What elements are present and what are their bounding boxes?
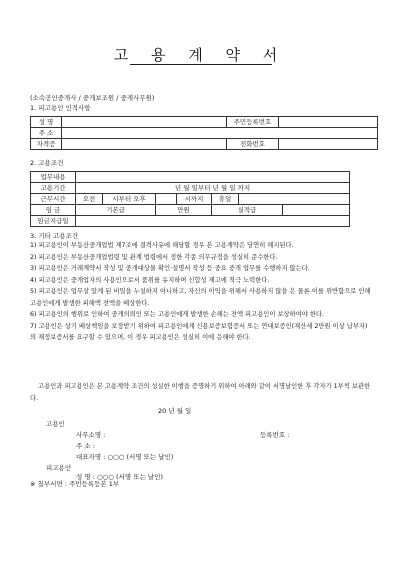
payday-label: 임금지급일 <box>31 216 76 227</box>
wage-actual-value[interactable] <box>283 205 350 216</box>
rrn-value[interactable] <box>279 117 378 128</box>
hours-to: 시까지 <box>177 194 212 205</box>
wage-label: 임 금 <box>31 205 76 216</box>
employment-terms-table <box>30 171 350 227</box>
employer-heading: 고용인 <box>46 420 65 428</box>
clause-item: 3) 피고용인은 거래계약서 작성 및 중개대상물 확인·설명서 작성 등 중요 중개 업무를 수행하지 않는다. <box>30 265 310 272</box>
office-name-field[interactable]: 사무소명 : <box>76 431 106 439</box>
title-underline <box>130 64 272 65</box>
section2-heading: 2. 고용조건 <box>30 159 64 167</box>
period-value[interactable]: 년 월 일부터 년 월 일 까지 <box>76 183 350 194</box>
holiday-value[interactable] <box>239 194 350 205</box>
hours-from: 시부터 오후 <box>103 194 156 205</box>
employer-address-field[interactable]: 주 소 : <box>76 442 95 450</box>
address-value[interactable] <box>62 128 378 139</box>
clause-item: 5) 피고용인은 업무상 알게 된 비밀을 누설하지 아니하고, 자신의 이익을 위해서 사용하지 않을 은 물론 이를 위반함으로 인해 고용인에게 발생한 피해액 전액을 배상한다. <box>30 288 371 307</box>
phone-label: 전화번호 <box>227 139 279 150</box>
hours-am: 오전 <box>76 194 103 205</box>
duty-value[interactable] <box>76 172 350 183</box>
representative-signature[interactable]: 대표자명 : ○○○ (서명 또는 날인) <box>76 453 174 461</box>
rrn-label: 주민등록번호 <box>227 117 279 128</box>
wage-won-label: 만원 <box>156 205 212 216</box>
hours-label: 근무시간 <box>31 194 76 205</box>
phone-value[interactable] <box>279 139 378 150</box>
document-subtitle: (소속공인중개사 / 중개보조원 / 중개사무원) <box>30 94 155 102</box>
document-title: 고 용 계 약 서 <box>113 46 287 64</box>
employee-heading: 피고용인 <box>46 464 72 472</box>
clause-item: 7) 고용인은 상기 배상책임을 보장받기 위하여 피고용인에게 신용보증보험증서 또는 연대보증인(재산세 2만원 이상 납부자) 의 재정보증서를 요구할 수 있으며, 이 경우 피고용인은 성실히 이에 응해야 한다. <box>30 322 368 341</box>
name-value[interactable] <box>62 117 227 128</box>
clause-list <box>30 240 375 344</box>
hours-pm-value[interactable] <box>156 194 177 205</box>
section1-heading: 1. 피고용인 인적사항 <box>30 104 91 112</box>
holiday-label: 휴일 <box>212 194 239 205</box>
wage-base-label: 기본급 <box>76 205 156 216</box>
duty-label: 업무내용 <box>31 172 76 183</box>
employee-signature[interactable]: 성 명 : ○○○ (서명 또는 날인) <box>76 473 163 481</box>
license-value[interactable] <box>62 139 227 150</box>
clause-item: 4) 피고용인은 중개업자의 사용인으로서 품위를 유지하며 신합성 제고에 적극 노력한다. <box>30 276 270 284</box>
clause-item: 2) 피고용인은 부동산중개업법령 및 관계 법령에서 정한 각종 의무규정을 성실히 준수한다. <box>30 253 278 261</box>
registration-number-field[interactable]: 등록번호 : <box>260 431 290 439</box>
clause-item: 1) 피고용인이 부동산중개업법 제7조에 결격사유에 해당할 경우 본 고용계약은 당연히 해지된다. <box>30 242 294 249</box>
closing-statement: 고용인과 피고용인은 본 고용계약 조건의 성실한 이행을 증명하기 위하여 아래와 같이 서명날인한 후 각자가 1부씩 보관한다. <box>30 383 371 402</box>
license-label: 자격증 <box>31 139 62 150</box>
wage-actual-label: 실적급 <box>212 205 283 216</box>
period-label: 고용기간 <box>31 183 76 194</box>
address-label: 주 소 <box>31 128 62 139</box>
attachment-note: ※ 첨부서면 : 주민등록등본 1부 <box>30 480 120 488</box>
payday-value[interactable] <box>76 216 350 227</box>
name-label: 성 명 <box>31 117 62 128</box>
clause-item: 6) 피고용인의 행위로 인하여 중개의뢰인 또는 고용인에게 발생한 손해는 전액 피고용인이 보상하여야 한다. <box>30 311 325 318</box>
section3-heading: 3. 기타 고용조건 <box>30 232 79 240</box>
contract-date[interactable]: 20 년 월 일 <box>158 407 192 415</box>
employee-info-table <box>30 116 378 150</box>
